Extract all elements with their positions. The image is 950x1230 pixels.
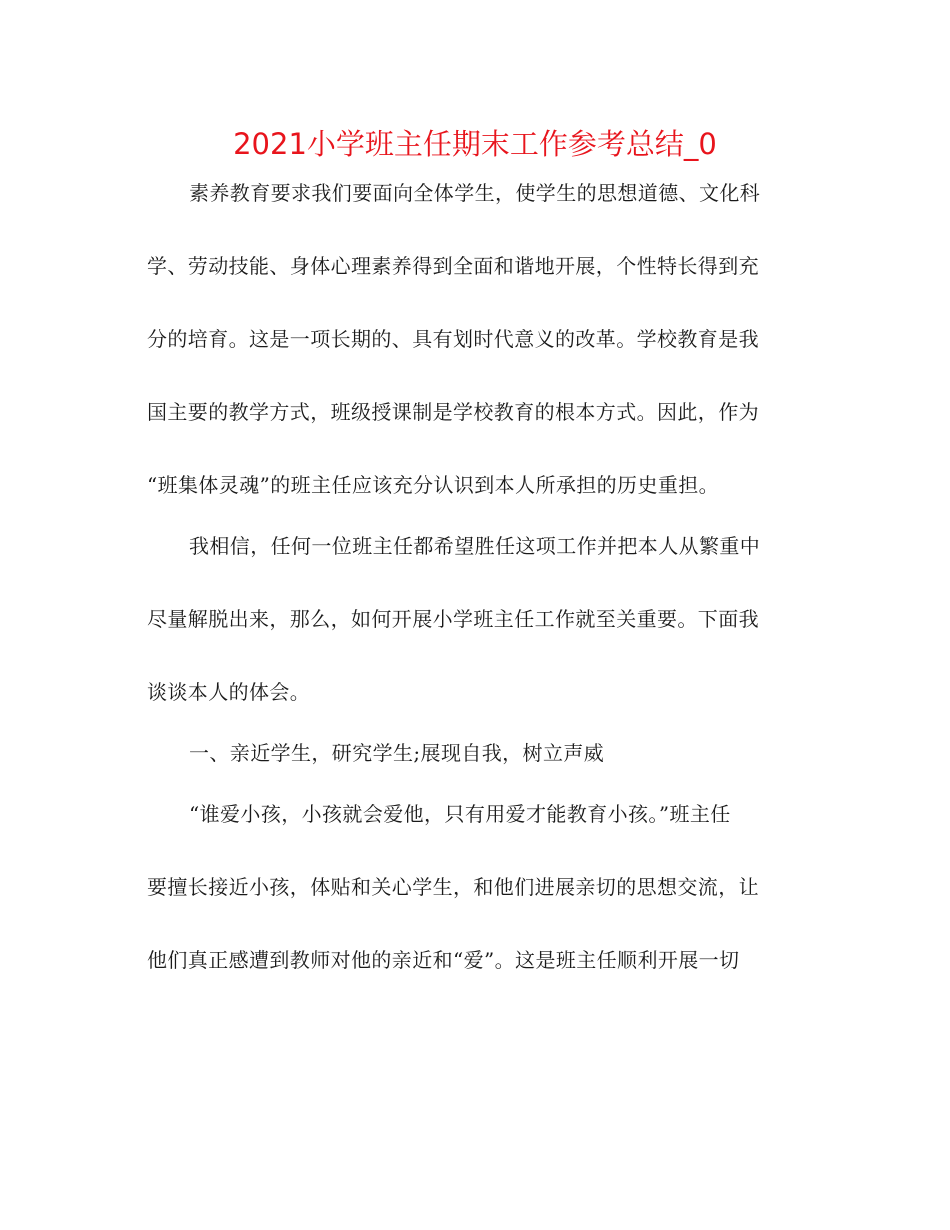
paragraph-2-line-3: 谈谈本人的体会。 [147, 680, 311, 704]
paragraph-1-line-1: 素养教育要求我们要面向全体学生，使学生的思想道德、文化科 [189, 181, 761, 205]
paragraph-1-line-3: 分的培育。这是一项长期的、具有划时代意义的改革。学校教育是我 [147, 327, 759, 351]
paragraph-2-line-2: 尽量解脱出来，那么，如何开展小学班主任工作就至关重要。下面我 [147, 607, 759, 631]
paragraph-3-line-2: 要擅长接近小孩，体贴和关心学生，和他们进展亲切的思想交流，让 [147, 875, 759, 899]
paragraph-1-line-2: 学、劳动技能、身体心理素养得到全面和谐地开展，个性特长得到充 [147, 254, 759, 278]
paragraph-2-line-1: 我相信，任何一位班主任都希望胜任这项工作并把本人从繁重中 [189, 534, 761, 558]
paragraph-1-line-4: 国主要的教学方式，班级授课制是学校教育的根本方式。因此，作为 [147, 400, 759, 424]
paragraph-3-line-3: 他们真正感遭到教师对他的亲近和“爱”。这是班主任顺利开展一切 [147, 948, 740, 972]
paragraph-3-line-1: “谁爱小孩，小孩就会爱他，只有用爱才能教育小孩。”班主任 [189, 802, 731, 826]
paragraph-1-line-5: “班集体灵魂”的班主任应该充分认识到本人所承担的历史重担。 [147, 473, 720, 497]
section-heading: 一、亲近学生，研究学生;展现自我，树立声威 [189, 741, 605, 765]
document-title: 2021小学班主任期末工作参考总结_0 [233, 127, 717, 161]
